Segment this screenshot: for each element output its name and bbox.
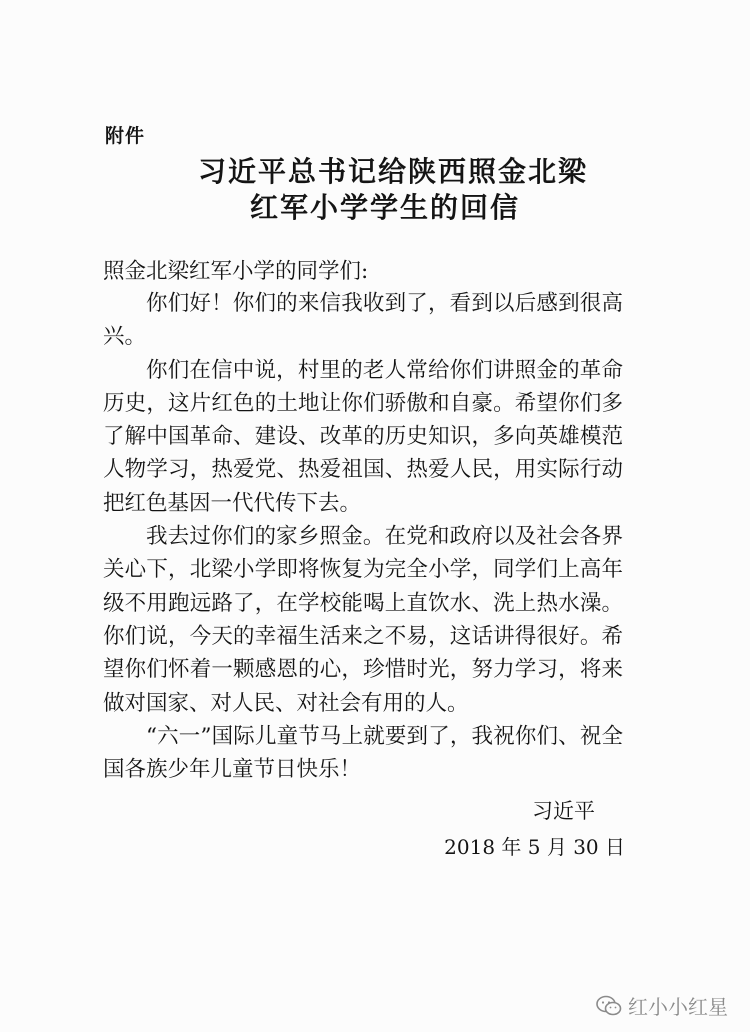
letter-body: [103, 287, 623, 786]
paragraph-2: 你们在信中说，村里的老人常给你们讲照金的革命历史，这片红色的土地让你们骄傲和自豪。希望你们多了解中国革命、建设、改革的历史知识，多向英雄模范人物学习，热爱党、热爱祖国、热爱人民，用实际行动把红色基因一代代传下去。: [103, 357, 623, 516]
title-line-1: 习近平总书记给陕西照金北梁: [197, 155, 588, 188]
watermark: [596, 991, 728, 1020]
paragraph-1: 你们好！你们的来信我收到了，看到以后感到很高兴。: [103, 291, 623, 350]
salutation: 照金北梁红军小学的同学们:: [103, 259, 369, 284]
paragraph-4: “六一”国际儿童节马上就要到了，我祝你们、祝全国各族少年儿童节日快乐！: [103, 723, 623, 783]
paragraph-3: 我去过你们的家乡照金。在党和政府以及社会各界关心下，北梁小学即将恢复为完全小学，同学们上高年级不用跑远路了，在学校能喝上直饮水、洗上热水澡。你们说，今天的幸福生活来之不易，这话讲得很好。希望你们怀着一颗感恩的心，珍惜时光，努力学习，将来做对国家、对人民、对社会有用的人。: [103, 524, 623, 716]
watermark-text: 红小小红星: [628, 995, 728, 1019]
attachment-label: 附件: [105, 125, 146, 147]
wechat-icon: [596, 995, 622, 1017]
title-line-2: 红军小学学生的回信: [249, 191, 520, 224]
signature: 习近平: [532, 799, 595, 823]
letter-date: 2018 年 5 月 30 日: [444, 835, 625, 859]
